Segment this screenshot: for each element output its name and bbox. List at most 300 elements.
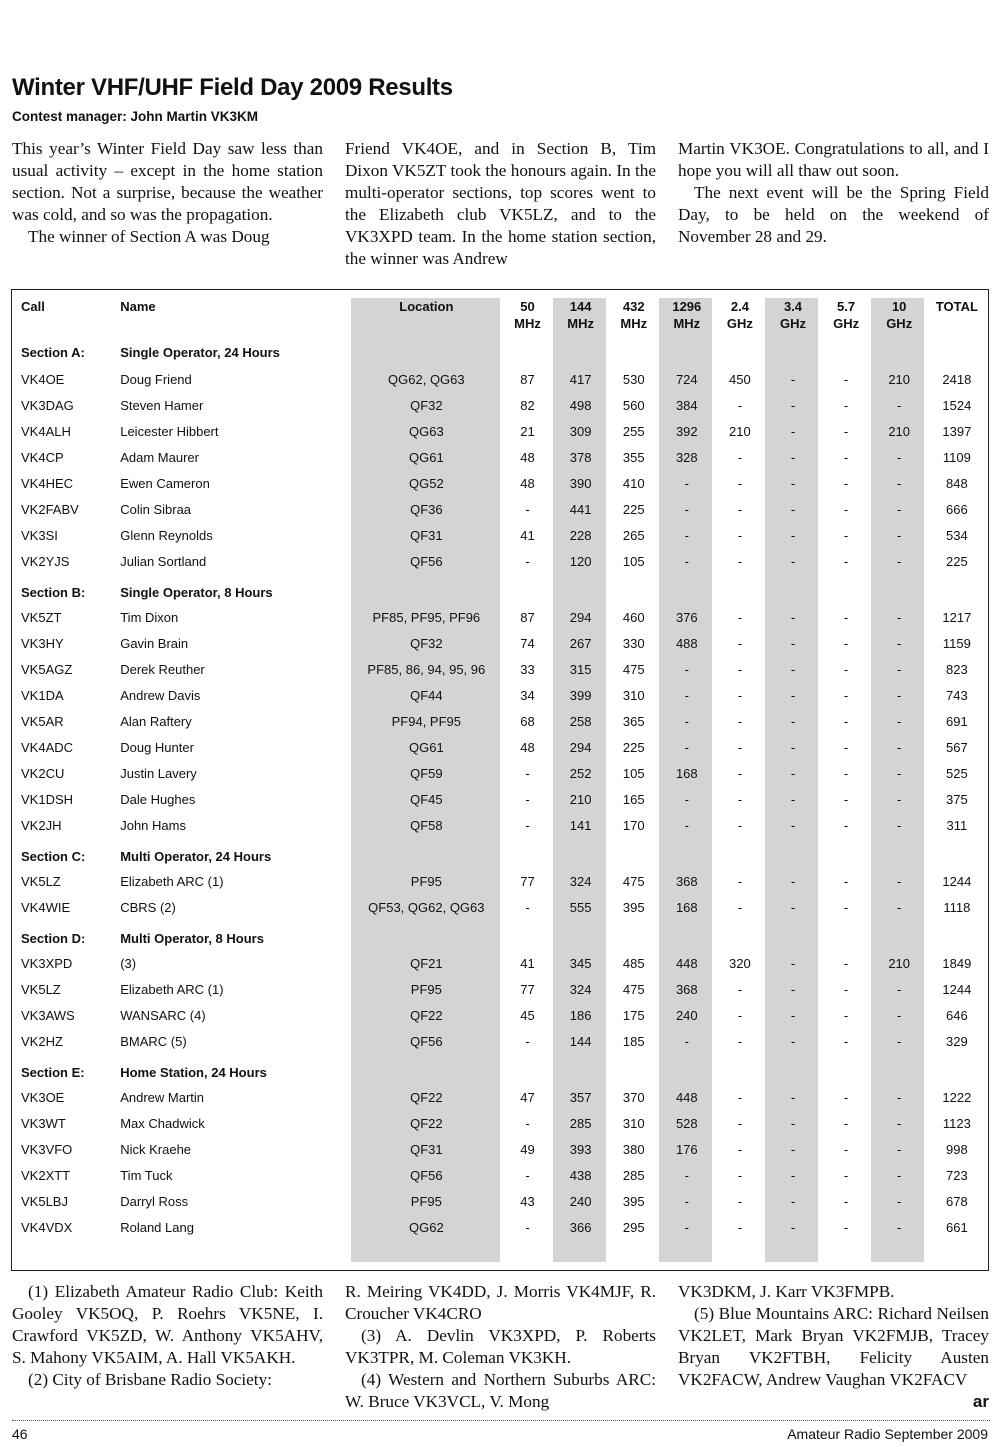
cell-band-3-4ghz: - [790, 1089, 796, 1105]
table-row [12, 630, 988, 656]
cell-total: 375 [946, 791, 968, 807]
cell-band-144mhz: 345 [569, 955, 592, 971]
cell-name: Roland Lang [120, 1219, 194, 1235]
cell-name: Andrew Martin [120, 1089, 205, 1105]
cell-band-432mhz: 225 [622, 501, 645, 517]
cell-band-1296mhz: 724 [675, 371, 698, 387]
cell-band-50mhz: 41 [520, 527, 535, 543]
cell-band-50mhz: 34 [520, 687, 535, 703]
cell-total: 1524 [942, 397, 972, 413]
results-table-box [11, 289, 989, 1271]
cell-band-144mhz: 258 [569, 713, 592, 729]
cell-band-1296mhz: 392 [675, 423, 698, 439]
cell-band-5-7ghz: - [843, 713, 849, 729]
cell-band-432mhz: 165 [622, 791, 645, 807]
page-title: Winter VHF/UHF Field Day 2009 Results [12, 74, 453, 101]
cell-band-144mhz: 240 [569, 1193, 592, 1209]
table-row [12, 976, 988, 1002]
cell-band-3-4ghz: - [790, 873, 796, 889]
cell-band-432mhz: 485 [622, 955, 645, 971]
table-header-row [12, 298, 988, 338]
cell-total: 678 [946, 1193, 968, 1209]
cell-band-10ghz: - [897, 817, 902, 833]
cell-band-1296mhz: 368 [675, 981, 698, 997]
cell-location: QF59 [410, 765, 443, 781]
cell-band-50mhz: 48 [520, 475, 535, 491]
table-row [12, 1002, 988, 1028]
table-row [12, 760, 988, 786]
footnote-column-3 [678, 1281, 989, 1413]
cell-name: Dale Hughes [120, 791, 196, 807]
cell-band-3-4ghz: - [790, 1193, 796, 1209]
cell-band-2-4ghz: - [737, 553, 743, 569]
cell-call: VK5ZT [21, 609, 62, 625]
cell-name: Colin Sibraa [120, 501, 192, 517]
cell-total: 1109 [942, 449, 971, 465]
cell-location: PF95 [410, 981, 442, 997]
cell-location: QF31 [410, 527, 443, 543]
cell-band-50mhz: 77 [520, 981, 535, 997]
cell-name: Elizabeth ARC (1) [120, 981, 224, 997]
cell-band-5-7ghz: - [843, 475, 849, 491]
cell-band-5-7ghz: - [843, 527, 849, 543]
section-label: Section A: [21, 344, 85, 360]
cell-band-5-7ghz: - [843, 1115, 849, 1131]
cell-call: VK3VFO [21, 1141, 73, 1157]
cell-call: VK3WT [21, 1115, 66, 1131]
cell-location: QF32 [410, 397, 443, 413]
cell-band-144mhz: 417 [569, 371, 592, 387]
cell-name: Tim Dixon [120, 609, 179, 625]
cell-band-3-4ghz: - [790, 609, 796, 625]
cell-band-10ghz: - [897, 527, 902, 543]
cell-call: VK5LBJ [21, 1193, 68, 1209]
cell-band-1296mhz: 368 [675, 873, 698, 889]
footnote-column-1 [12, 1281, 323, 1413]
cell-band-432mhz: 175 [622, 1007, 645, 1023]
cell-total: 1123 [942, 1115, 971, 1131]
footnote: (4) Western and Northern Suburbs ARC: W. Bruce VK3VCL, V. Mong [345, 1370, 656, 1411]
cell-band-3-4ghz: - [790, 501, 796, 517]
cell-location: PF85, PF95, PF96 [372, 609, 481, 625]
cell-name: Doug Friend [120, 371, 192, 387]
table-row [12, 470, 988, 496]
cell-name: Adam Maurer [120, 449, 199, 465]
cell-band-50mhz: - [525, 817, 530, 833]
cell-band-10ghz: - [897, 1115, 902, 1131]
footnote: (2) City of Brisbane Radio Society: [28, 1370, 272, 1389]
cell-total: 661 [946, 1219, 968, 1235]
section-description: Multi Operator, 8 Hours [120, 930, 264, 946]
table-row [12, 868, 988, 894]
cell-location: QG61 [408, 449, 444, 465]
cell-band-5-7ghz: - [843, 739, 849, 755]
table-row [12, 1136, 988, 1162]
cell-band-10ghz: - [897, 873, 902, 889]
cell-band-5-7ghz: - [843, 899, 849, 915]
cell-band-3-4ghz: - [790, 1219, 796, 1235]
cell-band-5-7ghz: - [843, 1007, 849, 1023]
cell-call: VK3DAG [21, 397, 74, 413]
table-row [12, 734, 988, 760]
cell-band-10ghz: - [897, 1089, 902, 1105]
cell-band-432mhz: 255 [622, 423, 645, 439]
cell-band-10ghz: - [897, 1141, 902, 1157]
cell-band-432mhz: 265 [622, 527, 645, 543]
cell-band-432mhz: 380 [622, 1141, 645, 1157]
cell-location: PF85, 86, 94, 95, 96 [367, 661, 486, 677]
cell-call: VK5AGZ [21, 661, 73, 677]
paragraph: This year’s Winter Field Day saw less than usual activity – except in the home station section. Not a surprise, because the weather was cold, and so was the propagation. [12, 139, 323, 224]
cell-call: VK3XPD [21, 955, 73, 971]
cell-band-50mhz: 21 [520, 423, 535, 439]
cell-band-50mhz: 48 [520, 449, 535, 465]
cell-band-10ghz: - [897, 739, 902, 755]
footnote: (1) Elizabeth Amateur Radio Club: Keith Gooley VK5OQ, P. Roehrs VK5NE, I. Crawford VK5ZD, W. Anthony VK5AHV, S. Mahony VK5AIM, A. Hall VK5AKH. [12, 1282, 323, 1367]
cell-band-5-7ghz: - [843, 687, 849, 703]
cell-band-5-7ghz: - [843, 817, 849, 833]
cell-name: Glenn Reynolds [120, 527, 213, 543]
table-row [12, 392, 988, 418]
section-description: Single Operator, 8 Hours [120, 584, 273, 600]
cell-band-5-7ghz: - [843, 423, 849, 439]
cell-band-50mhz: 33 [520, 661, 535, 677]
cell-band-10ghz: - [897, 1193, 902, 1209]
cell-total: 1849 [942, 955, 972, 971]
cell-band-1296mhz: 240 [675, 1007, 698, 1023]
cell-band-5-7ghz: - [843, 635, 849, 651]
cell-name: Steven Hamer [120, 397, 204, 413]
intro-column-3 [678, 138, 989, 270]
cell-location: QF22 [410, 1007, 443, 1023]
cell-band-144mhz: 393 [569, 1141, 592, 1157]
cell-name: Ewen Cameron [120, 475, 210, 491]
cell-band-144mhz: 555 [569, 899, 592, 915]
cell-band-10ghz: - [897, 449, 902, 465]
contest-manager: Contest manager: John Martin VK3KM [12, 109, 259, 124]
cell-band-2-4ghz: - [737, 765, 743, 781]
cell-band-2-4ghz: - [737, 687, 743, 703]
footnote: (3) A. Devlin VK3XPD, P. Roberts VK3TPR, M. Coleman VK3KH. [345, 1326, 656, 1367]
cell-band-432mhz: 395 [622, 1193, 645, 1209]
cell-band-144mhz: 366 [569, 1219, 592, 1235]
footnote: (5) Blue Mountains ARC: Richard Neilsen VK2LET, Mark Bryan VK2FMJB, Tracey Bryan VK2FTBH, Felicity Austen VK2FACW, Andrew Vaughan VK2FACV ar [678, 1304, 989, 1411]
cell-band-10ghz: - [897, 635, 902, 651]
cell-band-10ghz: - [897, 1167, 902, 1183]
cell-call: VK4VDX [21, 1219, 73, 1235]
cell-band-432mhz: 370 [622, 1089, 645, 1105]
col-header-144mhz: 144 MHz [567, 299, 594, 331]
section-description: Single Operator, 24 Hours [120, 344, 280, 360]
cell-name: (3) [120, 955, 137, 971]
cell-band-1296mhz: 448 [675, 1089, 698, 1105]
col-header-3-4ghz: 3.4 GHz [780, 299, 806, 331]
cell-name: Darryl Ross [120, 1193, 189, 1209]
cell-band-3-4ghz: - [790, 371, 796, 387]
cell-band-3-4ghz: - [790, 1167, 796, 1183]
cell-band-432mhz: 475 [622, 981, 645, 997]
cell-band-2-4ghz: - [737, 501, 743, 517]
cell-band-50mhz: 43 [520, 1193, 535, 1209]
footer-rule [12, 1420, 990, 1421]
table-row [12, 1162, 988, 1188]
cell-band-3-4ghz: - [790, 955, 796, 971]
cell-location: QF45 [410, 791, 443, 807]
section-label: Section B: [21, 584, 86, 600]
cell-band-50mhz: - [525, 791, 530, 807]
cell-call: VK4CP [21, 449, 64, 465]
cell-band-50mhz: - [525, 1167, 530, 1183]
cell-band-1296mhz: - [684, 527, 689, 543]
table-row [12, 894, 988, 920]
cell-total: 567 [946, 739, 968, 755]
col-header-call: Call [21, 299, 45, 314]
paragraph: Martin VK3OE. Congratulations to all, and I hope you will all thaw out soon. [678, 139, 989, 180]
cell-band-5-7ghz: - [843, 955, 849, 971]
cell-call: VK2YJS [21, 553, 70, 569]
cell-band-5-7ghz: - [843, 1193, 849, 1209]
cell-band-1296mhz: 176 [675, 1141, 698, 1157]
cell-band-3-4ghz: - [790, 1115, 796, 1131]
table-row [12, 548, 988, 574]
end-mark: ar [972, 1392, 989, 1411]
col-header-1296mhz: 1296 MHz [672, 299, 702, 331]
cell-band-5-7ghz: - [843, 397, 849, 413]
cell-band-144mhz: 285 [569, 1115, 592, 1131]
section-header-row [12, 920, 988, 950]
cell-band-432mhz: 225 [622, 739, 645, 755]
cell-band-5-7ghz: - [843, 553, 849, 569]
cell-band-1296mhz: - [684, 1219, 689, 1235]
intro-column-2 [345, 138, 656, 270]
cell-band-1296mhz: - [684, 687, 689, 703]
cell-band-1296mhz: - [684, 661, 689, 677]
cell-band-10ghz: 210 [888, 955, 911, 971]
cell-band-5-7ghz: - [843, 661, 849, 677]
cell-call: VK2FABV [21, 501, 79, 517]
cell-call: VK2HZ [21, 1033, 63, 1049]
cell-band-5-7ghz: - [843, 791, 849, 807]
cell-band-10ghz: - [897, 397, 902, 413]
cell-band-50mhz: - [525, 553, 530, 569]
cell-total: 743 [946, 687, 968, 703]
cell-band-1296mhz: 488 [675, 635, 698, 651]
cell-total: 329 [946, 1033, 968, 1049]
cell-location: QF53, QG62, QG63 [368, 899, 485, 915]
table-row [12, 812, 988, 838]
cell-name: Doug Hunter [120, 739, 194, 755]
cell-total: 1244 [942, 873, 972, 889]
cell-band-144mhz: 309 [569, 423, 592, 439]
section-label: Section D: [21, 930, 86, 946]
cell-location: QF31 [410, 1141, 443, 1157]
cell-band-144mhz: 228 [569, 527, 592, 543]
cell-band-144mhz: 141 [569, 817, 592, 833]
cell-band-50mhz: - [525, 1033, 530, 1049]
cell-band-3-4ghz: - [790, 1033, 796, 1049]
cell-band-144mhz: 441 [569, 501, 592, 517]
table-row [12, 496, 988, 522]
cell-band-5-7ghz: - [843, 1141, 849, 1157]
cell-band-2-4ghz: 210 [729, 423, 751, 439]
cell-total: 723 [946, 1167, 968, 1183]
cell-band-5-7ghz: - [843, 1167, 849, 1183]
cell-location: QF36 [410, 501, 443, 517]
cell-total: 525 [946, 765, 968, 781]
cell-band-144mhz: 294 [569, 739, 592, 755]
table-row [12, 708, 988, 734]
section-header-row [12, 838, 988, 868]
cell-band-50mhz: - [525, 501, 530, 517]
cell-location: QG62, QG63 [388, 371, 465, 387]
cell-band-432mhz: 475 [622, 661, 645, 677]
cell-band-1296mhz: 376 [675, 609, 698, 625]
cell-band-50mhz: 49 [520, 1141, 535, 1157]
cell-call: VK1DA [21, 687, 64, 703]
col-header-432mhz: 432 MHz [620, 299, 648, 331]
cell-location: QF22 [410, 1089, 443, 1105]
cell-band-10ghz: - [897, 899, 902, 915]
cell-band-2-4ghz: - [737, 1219, 743, 1235]
cell-band-144mhz: 378 [569, 449, 592, 465]
cell-band-2-4ghz: - [737, 527, 743, 543]
cell-total: 666 [946, 501, 968, 517]
cell-band-5-7ghz: - [843, 501, 849, 517]
cell-band-5-7ghz: - [843, 1033, 849, 1049]
cell-band-10ghz: 210 [888, 423, 911, 439]
table-row [12, 1084, 988, 1110]
cell-band-2-4ghz: - [737, 981, 743, 997]
cell-call: VK1DSH [21, 791, 74, 807]
cell-band-1296mhz: - [684, 475, 689, 491]
cell-band-10ghz: - [897, 981, 902, 997]
col-header-5-7ghz: 5.7 GHz [833, 299, 860, 331]
cell-band-144mhz: 390 [569, 475, 592, 491]
cell-name: Tim Tuck [120, 1167, 173, 1183]
cell-total: 646 [946, 1007, 968, 1023]
cell-name: John Hams [120, 817, 186, 833]
cell-band-50mhz: - [525, 765, 530, 781]
cell-band-1296mhz: 448 [675, 955, 698, 971]
cell-call: VK4ALH [21, 423, 71, 439]
cell-band-2-4ghz: - [737, 1115, 743, 1131]
cell-total: 848 [946, 475, 968, 491]
cell-location: PF95 [410, 1193, 442, 1209]
cell-location: QG61 [408, 739, 444, 755]
cell-band-2-4ghz: 450 [729, 371, 751, 387]
cell-total: 534 [946, 527, 968, 543]
cell-band-5-7ghz: - [843, 449, 849, 465]
cell-band-3-4ghz: - [790, 791, 796, 807]
cell-band-10ghz: - [897, 553, 902, 569]
cell-call: VK3AWS [21, 1007, 75, 1023]
cell-total: 1244 [942, 981, 972, 997]
cell-band-5-7ghz: - [843, 765, 849, 781]
paragraph: Friend VK4OE, and in Section B, Tim Dixon VK5ZT took the honours again. In the multi-operator sections, top scores went to the Elizabeth club VK5LZ, and to the VK3XPD team. In the home station section, the winner was Andrew [345, 139, 656, 268]
cell-band-10ghz: - [897, 661, 902, 677]
cell-band-1296mhz: - [684, 1033, 689, 1049]
section-description: Multi Operator, 24 Hours [120, 848, 272, 864]
cell-band-2-4ghz: 320 [729, 955, 751, 971]
table-row [12, 786, 988, 812]
cell-total: 2418 [942, 371, 972, 387]
cell-band-432mhz: 310 [622, 1115, 645, 1131]
cell-band-1296mhz: 328 [675, 449, 698, 465]
cell-band-144mhz: 120 [569, 553, 592, 569]
cell-name: WANSARC (4) [120, 1007, 206, 1023]
cell-band-432mhz: 105 [622, 765, 645, 781]
cell-band-3-4ghz: - [790, 475, 796, 491]
cell-band-50mhz: 77 [520, 873, 535, 889]
cell-band-10ghz: - [897, 713, 902, 729]
cell-band-144mhz: 315 [569, 661, 592, 677]
cell-band-1296mhz: - [684, 817, 689, 833]
cell-band-50mhz: 68 [520, 713, 535, 729]
cell-call: VK2JH [21, 817, 62, 833]
cell-band-3-4ghz: - [790, 981, 796, 997]
cell-band-3-4ghz: - [790, 765, 796, 781]
cell-location: QG63 [408, 423, 444, 439]
cell-location: QG62 [408, 1219, 444, 1235]
cell-total: 1222 [942, 1089, 972, 1105]
cell-band-144mhz: 144 [569, 1033, 592, 1049]
table-row [12, 418, 988, 444]
intro-column-1 [12, 138, 323, 270]
cell-band-2-4ghz: - [737, 609, 743, 625]
cell-band-50mhz: 74 [520, 635, 535, 651]
cell-band-2-4ghz: - [737, 1193, 743, 1209]
cell-location: QF56 [410, 1167, 443, 1183]
publication-info: Amateur Radio September 2009 [787, 1426, 988, 1442]
table-row [12, 950, 988, 976]
cell-total: 823 [946, 661, 968, 677]
cell-band-50mhz: 47 [520, 1089, 535, 1105]
cell-band-1296mhz: - [684, 739, 689, 755]
cell-band-3-4ghz: - [790, 687, 796, 703]
cell-total: 1118 [943, 899, 971, 915]
cell-band-3-4ghz: - [790, 899, 796, 915]
cell-band-50mhz: 45 [520, 1007, 535, 1023]
cell-band-432mhz: 105 [622, 553, 645, 569]
cell-band-2-4ghz: - [737, 661, 743, 677]
cell-location: PF95 [410, 873, 442, 889]
cell-band-50mhz: - [525, 1219, 530, 1235]
table-row [12, 604, 988, 630]
cell-band-432mhz: 410 [622, 475, 645, 491]
cell-band-3-4ghz: - [790, 661, 796, 677]
cell-band-432mhz: 475 [622, 873, 645, 889]
cell-band-3-4ghz: - [790, 397, 796, 413]
col-header-50mhz: 50 MHz [514, 299, 541, 331]
section-header-row [12, 338, 988, 366]
cell-location: QF56 [410, 553, 443, 569]
cell-band-432mhz: 365 [622, 713, 645, 729]
cell-band-50mhz: - [525, 1115, 530, 1131]
cell-band-3-4ghz: - [790, 1007, 796, 1023]
cell-band-144mhz: 210 [569, 791, 592, 807]
cell-band-1296mhz: - [684, 1193, 689, 1209]
cell-name: Max Chadwick [120, 1115, 205, 1131]
cell-band-1296mhz: - [684, 713, 689, 729]
cell-location: QF58 [410, 817, 443, 833]
cell-total: 1159 [942, 635, 971, 651]
cell-band-3-4ghz: - [790, 713, 796, 729]
cell-band-1296mhz: 168 [675, 765, 698, 781]
table-row [12, 366, 988, 392]
cell-location: QG52 [408, 475, 444, 491]
cell-call: VK2XTT [21, 1167, 71, 1183]
cell-name: BMARC (5) [120, 1033, 187, 1049]
